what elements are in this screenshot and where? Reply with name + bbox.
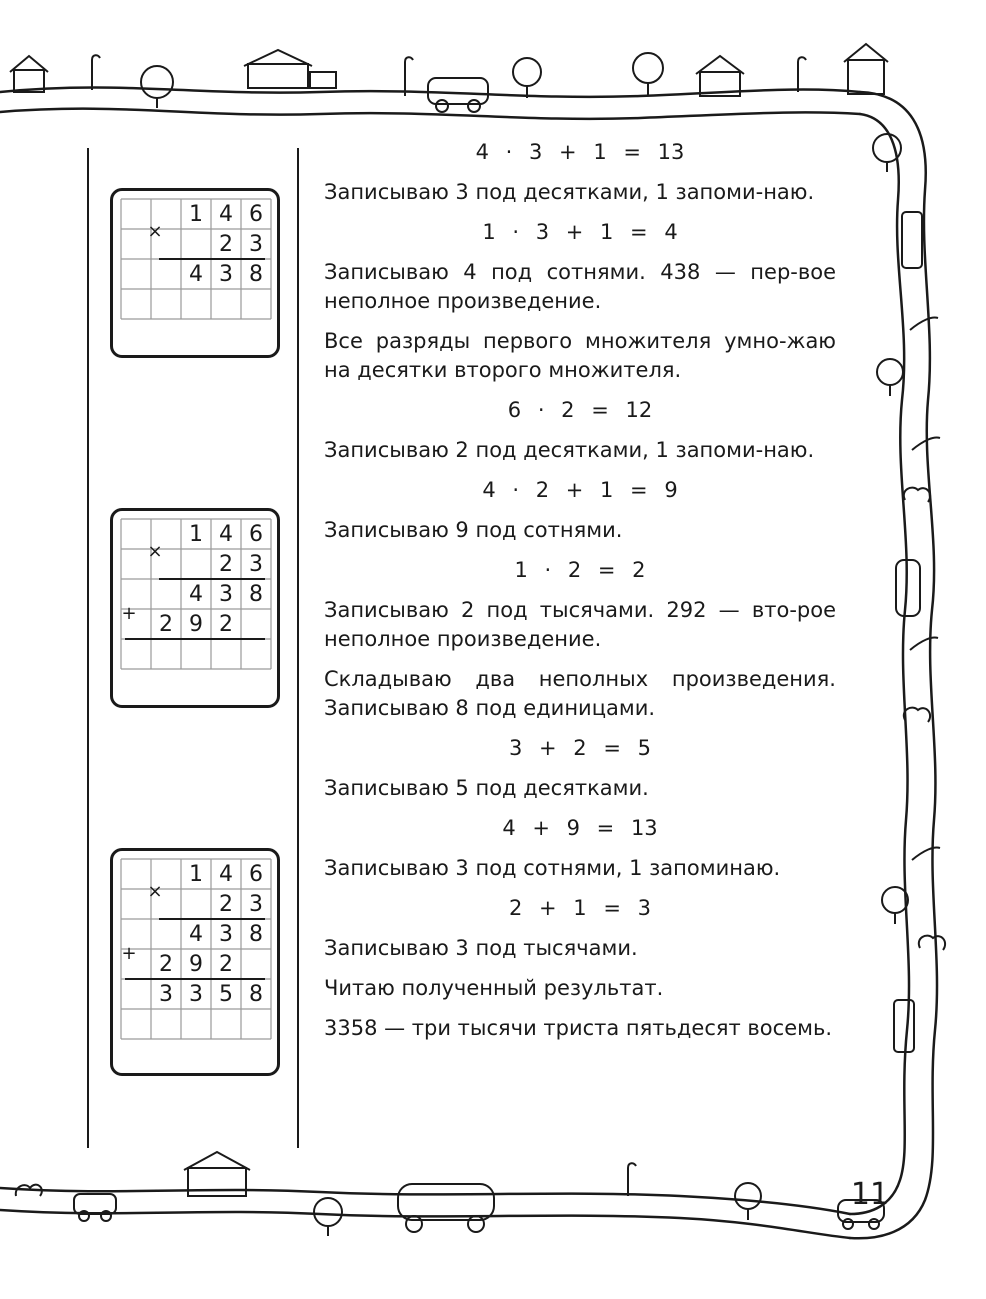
grid-digit: 4: [219, 862, 233, 887]
house-icon: [844, 44, 888, 94]
equation-line: 6 · 2 = 12: [507, 398, 653, 422]
grid-digit: 2: [219, 892, 233, 917]
explanation-paragraph: Записываю 3 под сотнями, 1 запоминаю.: [324, 856, 781, 880]
explanation-paragraph: Записываю 2 под тысячами. 292 — вто-рое неполное произведение.: [324, 598, 836, 651]
car-icon: [74, 1194, 116, 1221]
road-right-outer: [850, 92, 937, 1238]
explanation-paragraph: Читаю полученный результат.: [324, 976, 664, 1000]
grid-digit: 3: [219, 582, 233, 607]
grid-digit: 4: [189, 582, 203, 607]
explanation-paragraph: Записываю 4 под сотнями. 438 — пер-вое неполное произведение.: [324, 260, 836, 313]
grid-digit: 6: [249, 862, 263, 887]
equation-line: 4 + 9 = 13: [502, 816, 658, 840]
multiplication-grid-card-2: [110, 508, 280, 708]
tree-icon: [877, 359, 903, 396]
grid-digit: 2: [219, 552, 233, 577]
equation-line: 4 · 2 + 1 = 9: [482, 478, 678, 502]
explanation-text: [324, 138, 836, 1054]
bush-icon: [904, 488, 930, 502]
grid-digit: 9: [189, 952, 203, 977]
explanation-paragraph: Записываю 2 под десятками, 1 запоми-наю.: [324, 438, 815, 462]
bush-icon: [919, 936, 945, 950]
grid-digit: 3: [219, 922, 233, 947]
grid-digit: 8: [249, 262, 263, 287]
grid-digit: 1: [189, 522, 203, 547]
explanation-paragraph: Все разряды первого множителя умно-жаю на десятки второго множителя.: [324, 329, 836, 382]
truck-icon: [902, 212, 922, 268]
grid-digit: 3: [249, 232, 263, 257]
multiply-sign: ×: [147, 881, 163, 902]
equation-line: 3 + 2 = 5: [509, 736, 651, 760]
explanation-paragraph: Складываю два неполных произведения. Записываю 8 под единицами.: [324, 667, 836, 720]
explanation-paragraph: Записываю 3 под тысячами.: [324, 936, 638, 960]
grid-digit: 8: [249, 922, 263, 947]
explanation-paragraph: Записываю 5 под десятками.: [324, 776, 649, 800]
grid-digit: 3: [249, 552, 263, 577]
bus-icon: [398, 1184, 494, 1232]
explanation-paragraph: Записываю 3 под десятками, 1 запоми-наю.: [324, 180, 815, 204]
lamp-post-icon: [628, 1163, 636, 1196]
grid-digit: 2: [219, 952, 233, 977]
grid-digit: 2: [219, 612, 233, 637]
multiplication-grid-card-1: [110, 188, 280, 358]
lamp-post-icon: [798, 57, 806, 92]
multiplication-grid-card-3: [110, 848, 280, 1076]
house-icon: [10, 56, 48, 92]
bush-icon: [904, 708, 930, 722]
grid-digit: 5: [219, 982, 233, 1007]
multiply-sign: ×: [147, 541, 163, 562]
grid-digit: 4: [189, 262, 203, 287]
tree-icon: [513, 58, 541, 98]
equation-line: 1 · 3 + 1 = 4: [482, 220, 678, 244]
road-bottom-outer: [0, 1210, 850, 1238]
grid-digit: 1: [189, 862, 203, 887]
explanation-paragraph: Записываю 9 под сотнями.: [324, 518, 623, 542]
grid-digit: 2: [219, 232, 233, 257]
lamp-post-icon: [405, 57, 413, 96]
house-icon: [696, 56, 744, 96]
lamp-post-icon: [92, 55, 100, 90]
grid-digit: 4: [189, 922, 203, 947]
grid-digit: 8: [249, 582, 263, 607]
road-right-inner: [850, 114, 909, 1214]
grid-digit: 6: [249, 202, 263, 227]
lamp-post-icon: [910, 318, 938, 331]
lamp-post-icon: [910, 638, 938, 651]
grid-digit: 2: [159, 612, 173, 637]
grid-digit: 8: [249, 982, 263, 1007]
road-top-inner: [0, 109, 860, 119]
multiply-sign: ×: [147, 221, 163, 242]
grid-digit: 3: [189, 982, 203, 1007]
grid-digit: 3: [219, 262, 233, 287]
equation-line: 2 + 1 = 3: [509, 896, 651, 920]
grid-digit: 9: [189, 612, 203, 637]
lamp-post-icon: [912, 848, 940, 861]
grid-digit: 6: [249, 522, 263, 547]
plus-sign: +: [121, 943, 137, 964]
car-icon: [896, 560, 920, 616]
grid-digit: 2: [159, 952, 173, 977]
plus-sign: +: [121, 603, 137, 624]
truck-icon: [894, 1000, 914, 1052]
building-icon: [244, 50, 336, 88]
grid-digit: 3: [249, 892, 263, 917]
equation-line: 4 · 3 + 1 = 13: [475, 140, 685, 164]
page-number: 11: [850, 1177, 890, 1212]
equation-line: 1 · 2 = 2: [514, 558, 646, 582]
tree-icon: [633, 53, 663, 96]
grid-digit: 1: [189, 202, 203, 227]
grid-digit: 4: [219, 202, 233, 227]
tree-icon: [141, 66, 173, 108]
explanation-paragraph: 3358 — три тысячи триста пятьдесят восемь.: [324, 1016, 833, 1040]
road-bottom-inner: [0, 1188, 850, 1214]
tree-icon: [314, 1198, 342, 1236]
grid-digit: 4: [219, 522, 233, 547]
grid-digit: 3: [159, 982, 173, 1007]
